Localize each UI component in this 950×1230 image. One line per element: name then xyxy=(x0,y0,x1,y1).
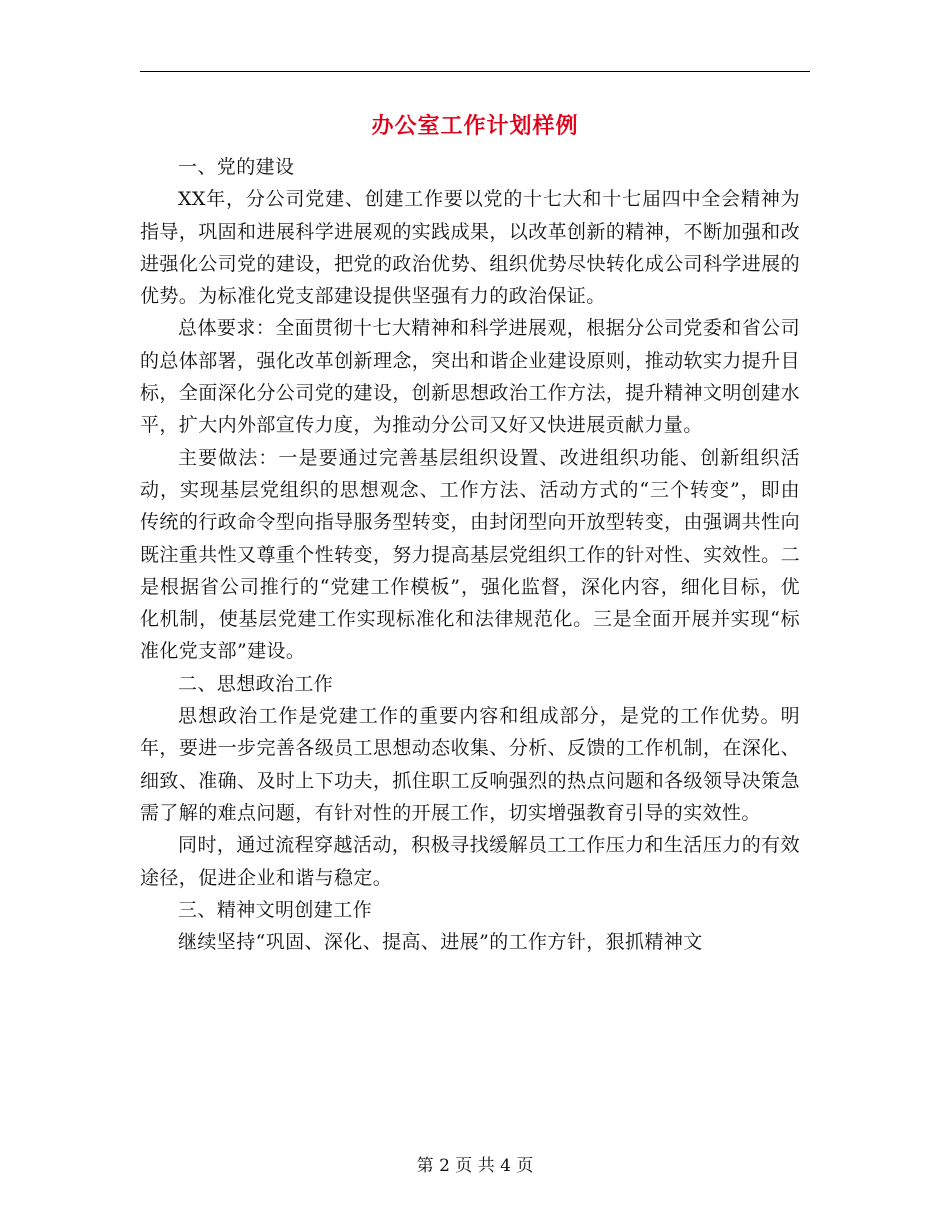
section-heading-ideological-work: 二、思想政治工作 xyxy=(178,672,334,695)
paragraph-main-methods: 主要做法：一是要通过完善基层组织设置、改进组织功能、创新组织活动，实现基层党组织的思想观念、工作方法、活动方式的“三个转变”，即由传统的行政命令型向指导服务型转变，由封闭型向开放型转变，由强调共性向既注重共性又尊重个性转变，努力提高基层党组织工作的针对性、实效性。二是根据省公司推行的“党建工作模板”，强化监督，深化内容，细化目标，优化机制，使基层党建工作实现标准化和法律规范化。三是全面开展并实现“标准化党支部”建设。 xyxy=(140,446,800,663)
paragraph-party-building-intro: XX年，分公司党建、创建工作要以党的十七大和十七届四中全会精神为指导，巩固和进展科学进展观的实践成果，以改革创新的精神，不断加强和改进强化公司党的建设，把党的政治优势、组织优势尽快转化成公司科学进展的优势。为标准化党支部建设提供坚强有力的政治保证。 xyxy=(140,188,800,308)
section-heading-spiritual-civilization: 三、精神文明创建工作 xyxy=(178,898,373,921)
document-title: 办公室工作计划样例 xyxy=(371,114,579,139)
paragraph-spiritual-civilization: 继续坚持“巩固、深化、提高、进展”的工作方针，狠抓精神文 xyxy=(178,931,703,954)
paragraph-ideological-work: 思想政治工作是党建工作的重要内容和组成部分，是党的工作优势。明年，要进一步完善各级员工思想动态收集、分析、反馈的工作机制，在深化、细致、准确、及时上下功夫，抓住职工反响强烈的热点问题和各级领导决策急需了解的难点问题，有针对性的开展工作，切实增强教育引导的实效性。 xyxy=(140,705,800,824)
document-body xyxy=(140,151,800,958)
section-heading-party-building: 一、党的建设 xyxy=(178,156,295,178)
page-number-footer: 第 2 页 共 4 页 xyxy=(416,1156,534,1176)
paragraph-stress-relief: 同时，通过流程穿越活动，积极寻找缓解员工工作压力和生活压力的有效途径，促进企业和谐与稳定。 xyxy=(140,834,800,889)
header-rule xyxy=(140,71,810,72)
paragraph-overall-requirements: 总体要求：全面贯彻十七大精神和科学进展观，根据分公司党委和省公司的总体部署，强化改革创新理念，突出和谐企业建设原则，推动软实力提升目标，全面深化分公司党的建设，创新思想政治工作方法，提升精神文明创建水平，扩大内外部宣传力度，为推动分公司又好又快进展贡献力量。 xyxy=(140,317,800,437)
